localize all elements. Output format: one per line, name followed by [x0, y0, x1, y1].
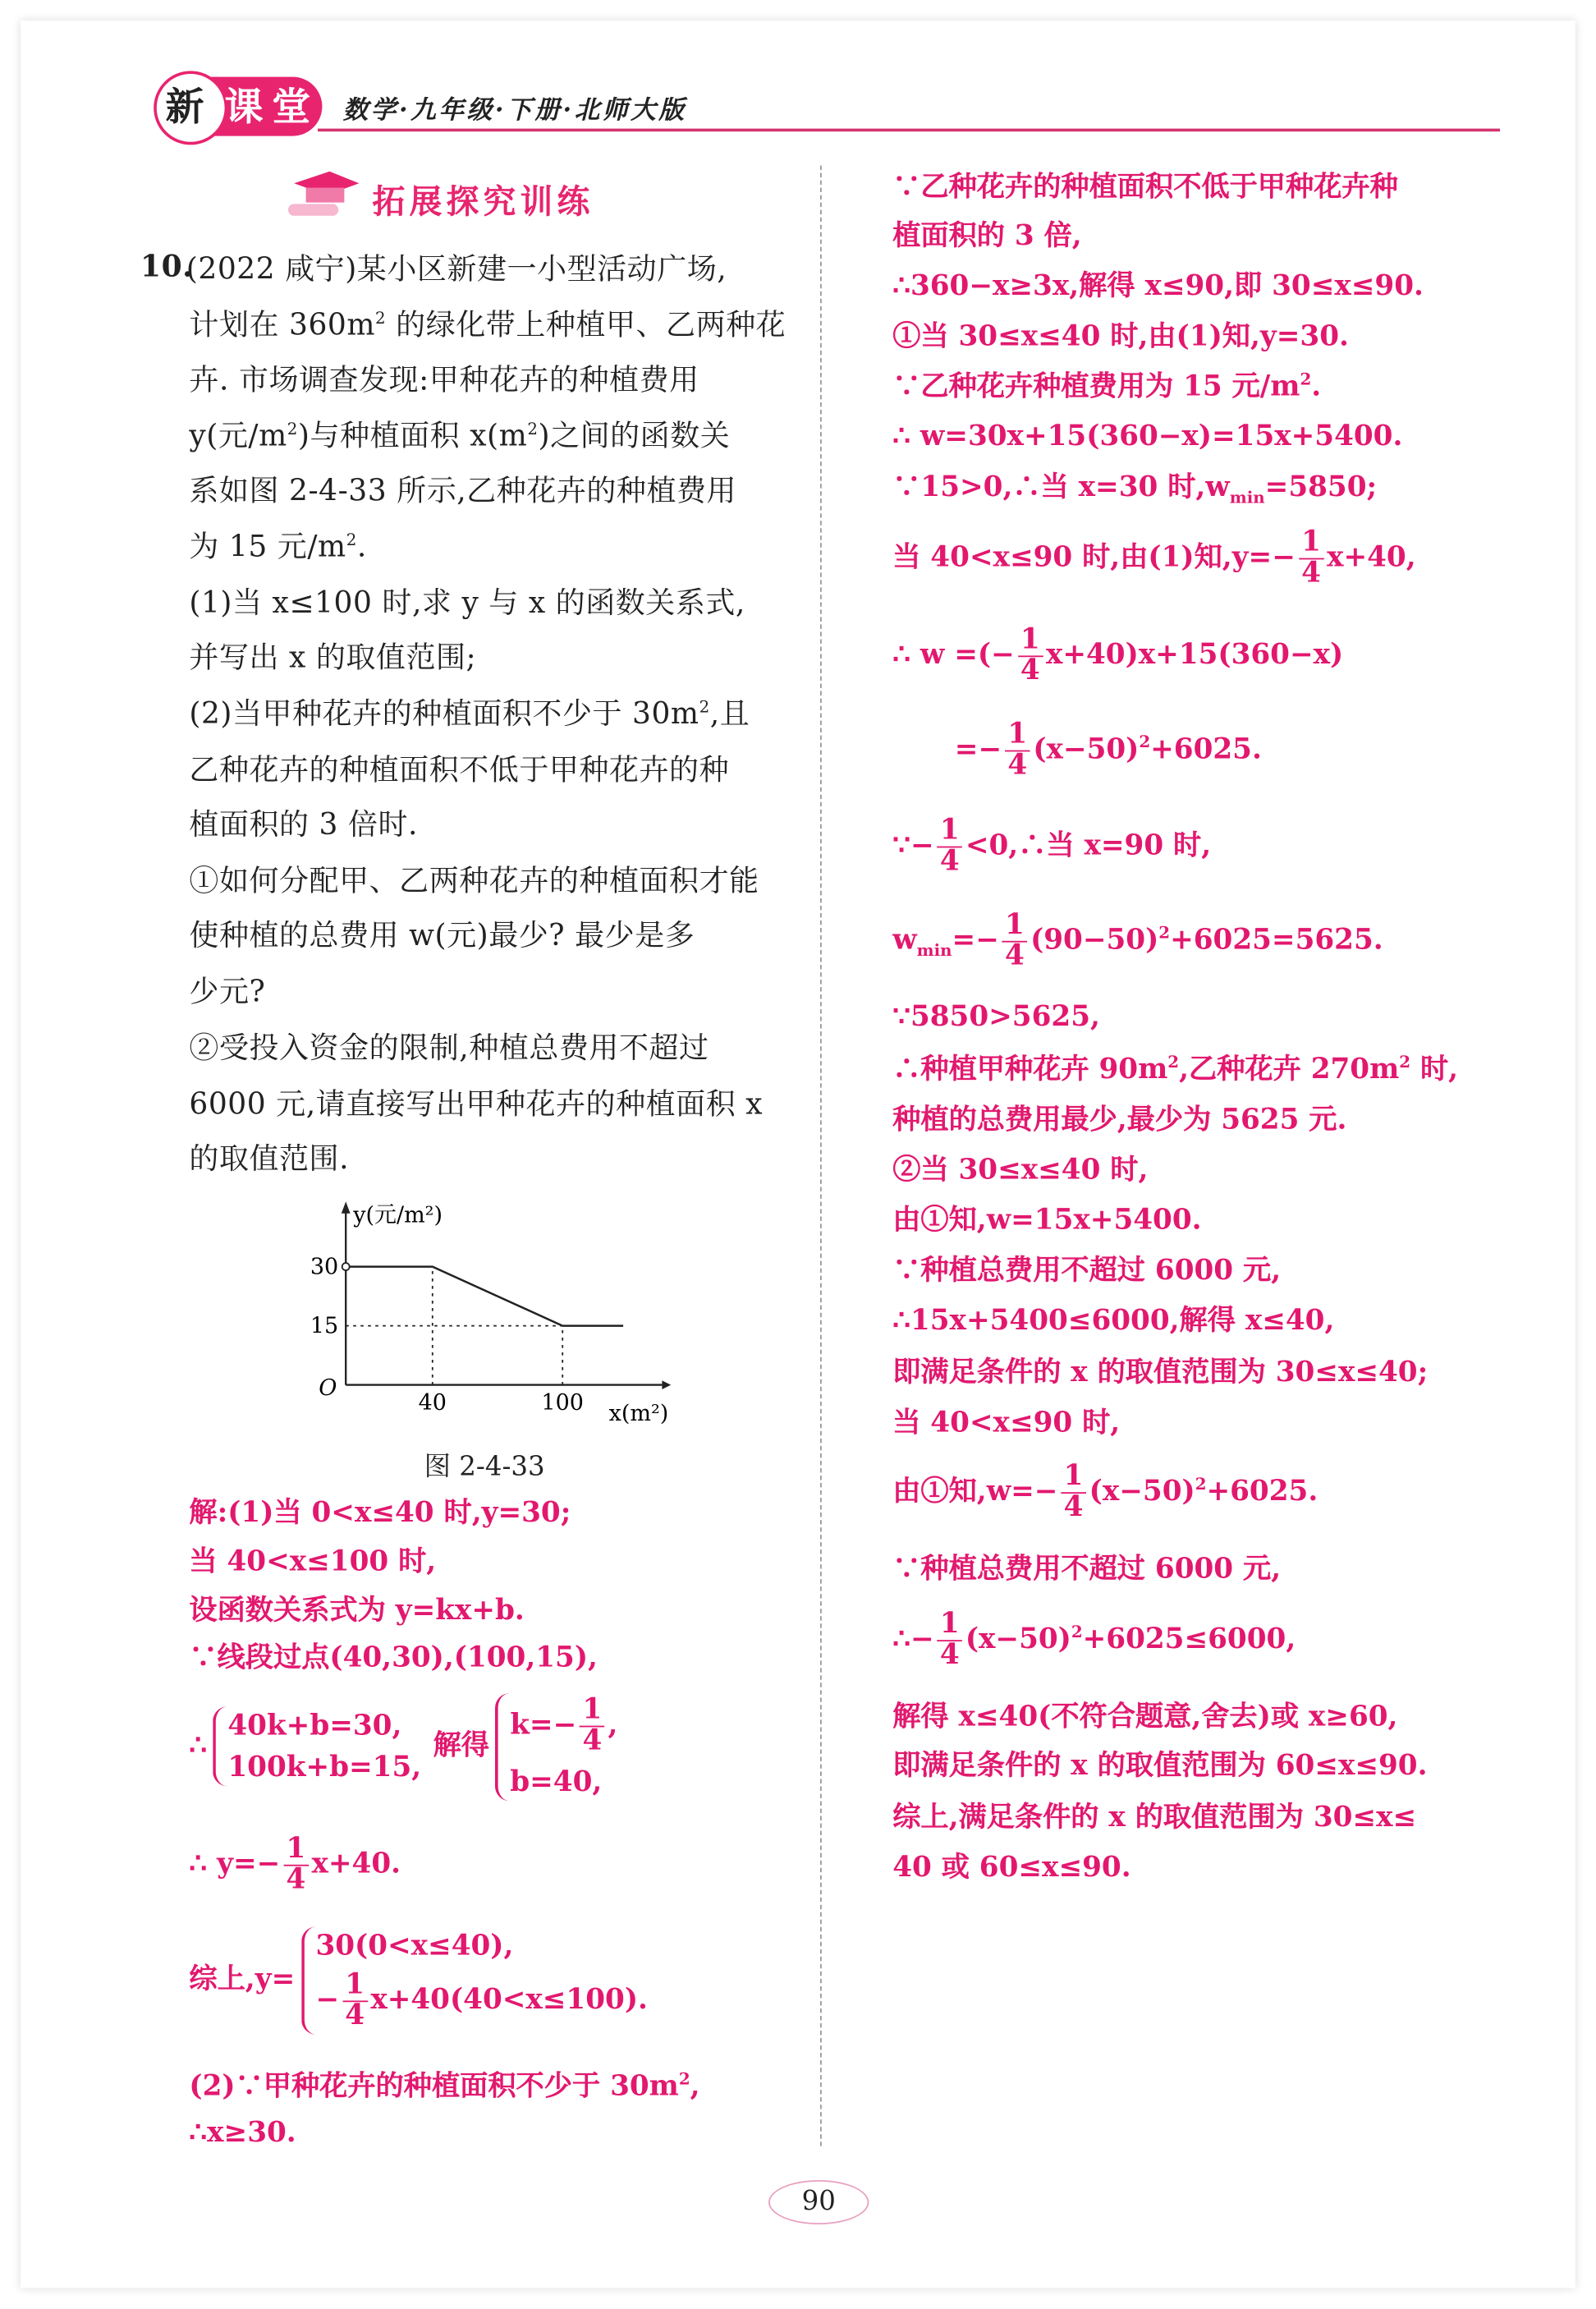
text-run: ∴360−x≥3x,解得 x≤90,即 30≤x≤90.	[892, 269, 1424, 303]
superscript: 2	[1158, 923, 1171, 943]
solution-line	[189, 1540, 436, 1580]
question-line	[189, 301, 786, 343]
text-run: ∵5850>5625,	[892, 1000, 1100, 1034]
solution-line	[189, 2117, 296, 2150]
text-run: ∴ w=30x+15(360−x)=15x+5400.	[892, 420, 1403, 452]
fraction	[283, 1832, 309, 1896]
text-run: 的绿化带上种植甲、乙两种花	[386, 306, 787, 342]
solution-line	[892, 314, 1349, 355]
numerator: 1	[580, 1696, 605, 1728]
text-run: 当 40<x≤100 时,	[189, 1545, 437, 1578]
question-line	[189, 1135, 349, 1177]
text-run: 使种植的总费用 w(元)最少? 最少是多	[189, 916, 695, 953]
system-row	[510, 1765, 617, 1798]
system-row	[510, 1693, 618, 1757]
text-run: ∴	[189, 1729, 208, 1762]
text-run: ∵−	[892, 829, 934, 862]
text-run: ∴15x+5400≤6000,解得 x≤40,	[892, 1304, 1335, 1338]
text-run: 为 15 元/m	[189, 528, 346, 564]
denominator: 4	[1007, 748, 1028, 782]
text-run: x+40)x+15(360−x)	[1045, 638, 1344, 672]
solution-line	[892, 1547, 1281, 1587]
text-run: y(元/m	[189, 417, 287, 453]
fraction	[937, 1607, 962, 1671]
superscript: 2	[1195, 1474, 1207, 1494]
fraction	[1298, 526, 1323, 590]
text-run: 设函数关系式为 y=kx+b.	[189, 1594, 525, 1627]
text-run: 植面积的 3 倍时.	[189, 806, 419, 842]
fraction	[1005, 718, 1030, 782]
solution-line	[189, 1636, 598, 1676]
system-row	[227, 1751, 421, 1784]
question-line	[189, 801, 418, 843]
text-run: ∴x≥30.	[189, 2116, 296, 2150]
solution-line	[189, 1588, 524, 1628]
solution-line	[189, 1693, 629, 1801]
text-run: 并写出 x 的取值范围;	[189, 639, 477, 675]
logo-char: 堂	[272, 85, 311, 131]
text-run: 乙种花卉的种植面积不低于甲种花卉的种	[189, 751, 730, 787]
text-run: ∵种植总费用不超过 6000 元,	[892, 1254, 1282, 1287]
text-run: 40 或 60≤x≤90.	[892, 1851, 1131, 1884]
function-graph	[281, 1190, 709, 1434]
numerator: 1	[1298, 529, 1323, 560]
subscript: min	[916, 941, 952, 961]
solution-line	[189, 1490, 571, 1531]
text-run: 解得	[433, 1729, 490, 1762]
page-number: 90	[768, 2180, 869, 2224]
numerator: 1	[342, 1971, 368, 2002]
open-point	[342, 1263, 350, 1270]
solution-line	[892, 1795, 1416, 1835]
text-run: ∵乙种花卉的种植面积不低于甲种花卉种	[892, 170, 1398, 204]
text-run: ②受投入资金的限制,种植总费用不超过	[189, 1029, 709, 1065]
x-axis-label: x(m²)	[608, 1400, 669, 1426]
question-line	[189, 411, 730, 454]
text-run: (2022 咸宁)某小区新建一小型活动广场,	[186, 250, 727, 287]
text-run: +6025≤6000,	[1082, 1623, 1296, 1655]
text-run: ∴种植甲种花卉 90m	[892, 1053, 1168, 1086]
text-run: ∵乙种花卉种植费用为 15 元/m	[892, 370, 1300, 403]
solution-line	[892, 1148, 1148, 1188]
text-run: 解:(1)当 0<x≤40 时,y=30;	[189, 1496, 571, 1530]
solution-line	[189, 1926, 659, 2034]
solution-line	[892, 526, 1416, 590]
fraction	[580, 1693, 605, 1757]
denominator: 4	[939, 844, 960, 878]
text-run: ①当 30≤x≤40 时,由(1)知,y=30.	[892, 319, 1349, 353]
text-run: 40k+b=30,	[227, 1710, 402, 1743]
numerator: 1	[937, 1610, 962, 1641]
question-line	[189, 967, 265, 1010]
equation-system	[213, 1707, 427, 1787]
text-run: ,且	[709, 695, 750, 732]
text-run: +6025.	[1206, 1475, 1319, 1508]
text-run: k=−	[510, 1708, 577, 1742]
superscript: 2	[1167, 1052, 1180, 1072]
text-run: 30(0<x≤40),	[315, 1930, 514, 1962]
text-run: =−	[952, 924, 999, 957]
text-run: (x−50)	[1033, 732, 1140, 766]
question-line	[189, 911, 695, 954]
numerator: 1	[937, 817, 962, 848]
text-run: ∵种植总费用不超过 6000 元,	[892, 1552, 1282, 1586]
solution-line	[892, 420, 1402, 452]
text-run: .	[356, 528, 367, 564]
superscript: 2	[678, 2069, 690, 2089]
fraction	[1061, 1459, 1086, 1523]
system-row	[315, 1930, 647, 1962]
numerator: 1	[283, 1835, 309, 1866]
column-divider	[820, 166, 822, 2146]
text-run: ①如何分配甲、乙两种花卉的种植面积才能	[189, 862, 759, 898]
solution-line	[892, 1098, 1346, 1138]
text-run: 即满足条件的 x 的取值范围为 30≤x≤40;	[892, 1356, 1429, 1389]
text-run: 当 40<x≤90 时,由(1)知,y=−	[892, 540, 1296, 574]
fraction	[937, 814, 962, 878]
text-run: 即满足条件的 x 的取值范围为 60≤x≤90.	[892, 1749, 1428, 1782]
text-run: +6025.	[1150, 732, 1262, 766]
superscript: 2	[346, 530, 357, 550]
text-run: x+40(40<x≤100).	[370, 1983, 648, 2017]
text-run: b=40,	[510, 1765, 603, 1798]
superscript: 2	[1071, 1622, 1083, 1642]
solution-line	[892, 1743, 1427, 1783]
text-run: (1)当 x≤100 时,求 y 与 x 的函数关系式,	[189, 584, 745, 621]
question-line	[189, 690, 750, 732]
solution-line	[892, 1607, 1296, 1671]
text-run: 卉. 市场调查发现:甲种花卉的种植费用	[189, 361, 699, 397]
superscript: 2	[1300, 370, 1312, 389]
text-run: 综上,y=	[189, 1962, 296, 1995]
solution-line	[892, 622, 1344, 687]
text-run: <0,∴当 x=90 时,	[965, 829, 1212, 862]
origin-label: O	[319, 1375, 337, 1402]
text-run: (2)当甲种花卉的种植面积不少于 30m	[189, 695, 699, 732]
text-run: −	[315, 1983, 340, 2017]
text-run: 6000 元,请直接写出甲种花卉的种植面积 x	[189, 1086, 764, 1122]
text-run: ∴−	[892, 1623, 934, 1655]
solution-line	[892, 1350, 1428, 1390]
text-run: 100k+b=15,	[227, 1751, 422, 1784]
solution-line	[892, 1695, 1397, 1735]
text-run: ∵15>0,∴当 x=30 时,w	[892, 471, 1230, 504]
text-run: 当 40<x≤90 时,	[892, 1406, 1121, 1439]
solution-line	[892, 165, 1398, 205]
solution-line	[892, 1459, 1319, 1523]
solution-line	[892, 264, 1424, 304]
text-run: ,	[690, 2069, 700, 2103]
text-run: 综上,满足条件的 x 的取值范围为 30≤x≤	[892, 1801, 1417, 1834]
fraction	[1017, 622, 1043, 687]
y-axis-label: y(元/m²)	[353, 1202, 443, 1228]
header-rule	[318, 129, 1500, 132]
solution-line	[892, 1047, 1458, 1087]
text-run: 解得 x≤40(不符合题意,舍去)或 x≥60,	[892, 1700, 1398, 1733]
y-tick-label: 30	[310, 1254, 339, 1280]
text-run: ∴ w =(−	[892, 638, 1015, 672]
question-line	[189, 1080, 763, 1122]
question-line	[189, 579, 745, 622]
denominator: 4	[286, 1862, 306, 1896]
system-row	[315, 1967, 648, 2032]
function-line	[346, 1267, 623, 1326]
solution-line	[892, 908, 1383, 972]
logo-char: 课	[224, 85, 264, 131]
fraction	[342, 1967, 368, 2032]
text-run: 的取值范围.	[189, 1140, 350, 1176]
text-run: 种植的总费用最少,最少为 5625 元.	[892, 1103, 1347, 1136]
question-line	[189, 466, 736, 509]
solution-line	[189, 2064, 699, 2105]
solution-line	[892, 365, 1321, 405]
x-tick-label: 40	[418, 1390, 447, 1416]
text-run: 少元?	[189, 973, 266, 1009]
numerator: 1	[1005, 721, 1030, 752]
solution-line	[892, 1298, 1334, 1338]
text-run: (90−50)	[1030, 924, 1159, 957]
superscript: 2	[527, 419, 539, 439]
figure-caption: 图 2-4-33	[424, 1451, 545, 1483]
superscript: 2	[375, 308, 387, 328]
question-line	[189, 746, 729, 788]
text-run: 由①知,w=−	[892, 1475, 1058, 1508]
denominator: 4	[582, 1724, 603, 1757]
solution-line	[892, 465, 1377, 507]
y-axis-arrow	[342, 1201, 351, 1213]
text-run: x+40,	[1327, 540, 1416, 574]
text-run: (2)∵甲种花卉的种植面积不少于 30m	[189, 2069, 679, 2103]
solution-line	[892, 1845, 1130, 1885]
question-number: 10.	[140, 248, 194, 284]
text-run: 时,	[1410, 1053, 1459, 1086]
solution-line	[892, 1198, 1201, 1238]
text-run: ,	[608, 1708, 618, 1742]
text-run: =5850;	[1264, 471, 1378, 504]
solution-line	[954, 718, 1262, 782]
text-run: ,乙种花卉 270m	[1179, 1053, 1400, 1086]
question-line	[186, 245, 727, 287]
text-run: (x−50)	[965, 1623, 1071, 1655]
equation-system	[495, 1693, 623, 1801]
superscript: 2	[699, 697, 710, 717]
numerator: 1	[1002, 911, 1027, 943]
system-row	[227, 1710, 421, 1743]
fraction	[1002, 908, 1027, 972]
superscript: 2	[1399, 1052, 1411, 1072]
question-line	[189, 522, 366, 565]
text-run: 由①知,w=15x+5400.	[892, 1204, 1202, 1237]
question-line	[189, 1024, 709, 1067]
text-run: 系如图 2-4-33 所示,乙种花卉的种植费用	[189, 472, 737, 508]
equation-system	[300, 1926, 654, 2034]
text-run: +6025=5625.	[1170, 924, 1383, 957]
graduation-cap-icon	[285, 166, 362, 225]
denominator: 4	[1301, 556, 1321, 590]
section-title: 拓展探究训练	[372, 185, 594, 222]
denominator: 4	[1063, 1490, 1084, 1523]
denominator: 4	[1005, 939, 1025, 972]
text-run: )之间的函数关	[538, 417, 731, 453]
superscript: 2	[1139, 732, 1151, 752]
x-tick-label: 100	[541, 1390, 584, 1416]
question-line	[189, 356, 699, 398]
numerator: 1	[1017, 626, 1043, 657]
solution-line	[892, 213, 1082, 254]
superscript: 2	[287, 419, 298, 439]
text-run: ∵线段过点(40,30),(100,15),	[189, 1641, 598, 1674]
text-run: w	[892, 924, 917, 957]
denominator: 4	[939, 1638, 960, 1671]
solution-line	[189, 1832, 401, 1896]
solution-line	[892, 814, 1212, 878]
solution-line	[892, 1001, 1100, 1034]
x-axis-arrow	[662, 1380, 671, 1389]
subscript: min	[1229, 488, 1265, 508]
text-run: 计划在 360m	[189, 306, 376, 342]
denominator: 4	[1020, 654, 1040, 687]
text-run: x+40.	[311, 1848, 401, 1880]
text-run: 植面积的 3 倍,	[892, 219, 1082, 252]
solution-line	[892, 1248, 1281, 1288]
denominator: 4	[345, 1999, 365, 2032]
series-title: 数学·九年级·下册·北师大版	[342, 96, 687, 126]
text-run: =−	[954, 732, 1002, 766]
text-run: .	[1311, 370, 1322, 403]
text-run: ∴ y=−	[189, 1848, 281, 1880]
text-run: (x−50)	[1089, 1475, 1195, 1508]
numerator: 1	[1061, 1462, 1086, 1494]
y-tick-label: 15	[310, 1313, 339, 1339]
solution-line	[892, 1401, 1120, 1441]
logo-char: 新	[165, 85, 204, 131]
question-line	[189, 633, 476, 676]
text-run: ②当 30≤x≤40 时,	[892, 1153, 1149, 1187]
question-line	[189, 856, 759, 899]
text-run: )与种植面积 x(m	[297, 417, 528, 453]
